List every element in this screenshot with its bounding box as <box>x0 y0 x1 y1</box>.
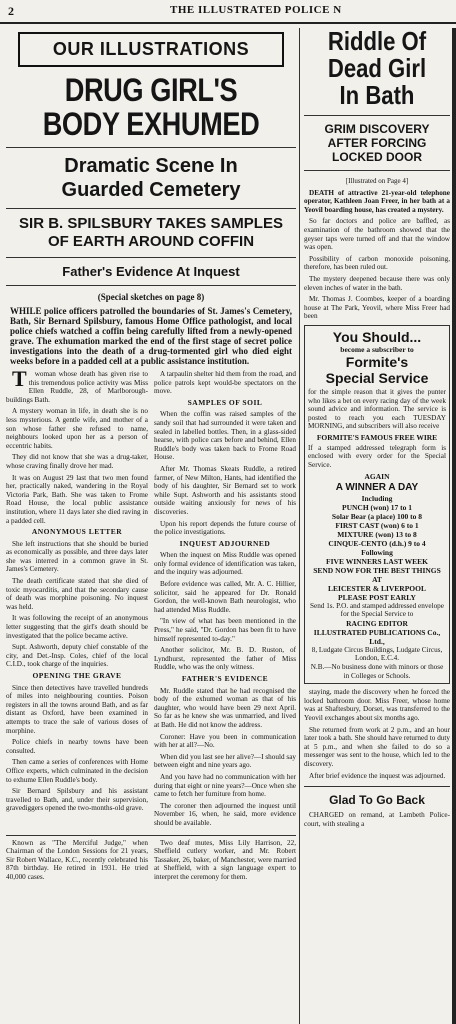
ad-text: If a stamped addressed telegraph form is enclosed with every order for the Special Service. <box>308 443 446 470</box>
subheading-2b: OF EARTH AROUND COFFIN <box>47 233 255 250</box>
headline-line-1: DRUG GIRL'S <box>64 72 238 108</box>
paragraph: Since then detectives have travelled hundreds of miles into neighbouring counties. Poison registers in all the towns around Bath, and as far distant as Oxford, have been examined in attempts to trace the sale of various doses of morphine. <box>6 683 148 735</box>
ad-heading: You Should... <box>332 328 422 345</box>
side-headline-3: In Bath <box>339 80 415 110</box>
paragraph: Supt. Ashworth, deputy chief constable of the city, and Det.-Insp. Coles, chief of the local C.I.D., took charge of the inquiries. <box>6 643 148 669</box>
newspaper-title: THE ILLUSTRATED POLICE N <box>170 4 342 16</box>
ad-text: Send 1s. P.O. and stamped addressed envelope for the Special Service to <box>310 601 444 619</box>
paragraph: Mr. Ruddle stated that he had recognised the body of the exhumed woman as that of his daughter, who would have been 29 next April. So far as he knew she was unmarried, and lived at Bath. He did not know the address. <box>154 686 296 729</box>
illustration-note: [Illustrated on Page 4] <box>345 177 409 185</box>
paragraph: staying, made the discovery when he forced the locked bathroom door. Miss Freer, whose home was at Shaftesbury, Dorset, was transferred to the Yeovil exchanges about six months ago. <box>304 688 450 722</box>
paragraph: The mystery deepened because there was only eleven inches of water in the bath. <box>304 274 450 292</box>
paragraph: Before evidence was called, Mr. A. C. Hillier, solicitor, said he appeared for Dr. Ronald Gordon, the well-known Bath neurologist, who had attended Miss Ruddle. <box>154 580 296 614</box>
winner-line: PUNCH (won) 17 to 1 <box>342 502 412 512</box>
paragraph: They did not know that she was a drug-taker, whose craving finally drove her mad. <box>6 453 148 470</box>
subheading-1b: Guarded Cemetery <box>61 179 241 201</box>
ad-line: FIVE WINNERS LAST WEEK <box>326 556 428 566</box>
paragraph: The death certificate stated that she died of toxic myocarditis, and that the secondary cause of death was morphine poisoning. No inquest was held. <box>6 577 148 611</box>
paragraph: Known as "The Merciful Judge," when Chairman of the London Sessions for 21 years, Sir Robert Wallace, K.C., recently celebrated his 87th birthday. He retired in 1931. He tried 40,000 cases. <box>6 838 148 881</box>
ad-line: FORMITE'S FAMOUS FREE WIRE <box>316 432 438 442</box>
ad-line: Including <box>361 493 393 503</box>
ad-text: N.B.—No business done with minors or those in Colleges or Schools. <box>310 663 444 680</box>
advertisement <box>304 325 450 684</box>
divider <box>304 115 450 116</box>
paragraph: A tarpaulin shelter hid them from the road, and police patrols kept would-be spectators on the move. <box>154 370 296 396</box>
side-headline-1: Riddle Of <box>327 28 427 56</box>
paragraph: Possibility of carbon monoxide poisoning, therefore, has been ruled out. <box>304 254 450 272</box>
ad-line: PLEASE POST EARLY <box>338 592 416 602</box>
paragraph: woman whose death has given rise to this tremendous police activity was Miss Ellen Ruddle, 28, of Marlborough-buildings Bath. <box>6 370 148 404</box>
section-heading-box: OUR ILLUSTRATIONS <box>18 32 284 67</box>
paragraph: Coroner: Have you been in communication with her at all?—No. <box>154 732 296 750</box>
article-columns <box>6 366 296 831</box>
page-edge <box>452 28 456 1024</box>
column-subhead: ANONYMOUS LETTER <box>31 527 123 537</box>
column-subhead: OPENING THE GRAVE <box>32 671 122 680</box>
paragraph: After Mr. Thomas Skeats Ruddle, a retired farmer, of New Milton, Hants, had identified the body of his daughter, Sir Bernard set to work while Supt. Ashworth and his assistants stood outside waiting anxiously for news of his discoveries. <box>154 464 296 516</box>
column-subhead: FATHER'S EVIDENCE <box>181 674 269 683</box>
bottom-briefs <box>6 835 296 885</box>
ad-big-line: A WINNER A DAY <box>335 481 419 493</box>
divider <box>304 170 450 171</box>
paragraph: It was following the receipt of an anonymous letter suggesting that the girl's death should be investigated that the police became active. <box>6 614 148 640</box>
article-column-2 <box>154 370 296 831</box>
ad-line: SEND NOW FOR THE BEST THINGS AT <box>313 565 441 584</box>
paragraph: She left instructions that she should be buried as economically as possible, and three days later she was interred in a common grave in St. James's Cemetery. <box>6 539 148 574</box>
ad-line: Following <box>361 547 393 557</box>
paragraph: When did you last see her alive?—I should say between eight and nine years ago. <box>154 752 296 770</box>
paragraph: Sir Bernard Spilsbury and his assistant travelled to Bath, and, under their supervision, gravediggers opened the two-months-old grave. <box>6 787 148 813</box>
paragraph: Then came a series of conferences with Home Office experts, which culminated in the decision to exhume Ellen Ruddle's body. <box>6 758 148 784</box>
paragraph: "In view of what has been mentioned in the Press," he said, "Dr. Gordon has been fit to have himself represented to-day." <box>154 617 296 643</box>
column-subhead: INQUEST ADJOURNED <box>179 538 271 548</box>
ad-line: LEICESTER & LIVERPOOL <box>328 583 426 593</box>
paragraph: Another solicitor, Mr. B. D. Ruston, of Lyndhurst, represented the father of Miss Ruddle, who was the only witness. <box>154 646 296 672</box>
page-number: 2 <box>8 4 15 18</box>
article-column-1 <box>6 366 148 831</box>
drop-cap: T <box>12 366 27 391</box>
brief-left <box>6 839 148 885</box>
paragraph: Upon his report depends the future course of the police investigations. <box>154 519 296 537</box>
main-article <box>6 28 296 1024</box>
ad-line: become a subscriber to <box>340 344 414 354</box>
winner-line: FIRST CAST (won) 6 to 1 <box>335 520 419 530</box>
paragraph: Two deaf mutes, Miss Lily Harrison, 22, Sheffield cutlery worker, and Mr. Robert Tassaker, 26, baker, of Manchester, were married at Sheffield, with a sign language expert to interpret the ceremony for them. <box>154 838 296 881</box>
paragraph: After brief evidence the inquest was adjourned. <box>309 771 446 780</box>
divider <box>6 147 296 148</box>
winner-line: CINQUE-CENTO (d.h.) 9 to 4 <box>328 538 426 548</box>
paragraph: Mr. Thomas J. Coombes, keeper of a boarding house at The Park, Yeovil, where Miss Freer had been <box>304 295 450 321</box>
paragraph: So far doctors and police are baffled, as examination of the bathroom showed that the geyser taps were turned off and that the window was open. <box>304 217 450 252</box>
divider <box>6 208 296 209</box>
side-subheading: GRIM DISCOVERY AFTER FORCING LOCKED DOOR <box>324 122 430 164</box>
ad-line: RACING EDITOR <box>346 618 408 628</box>
ad-line: ILLUSTRATED PUBLICATIONS Co., Ltd., <box>313 627 441 646</box>
paragraph: When the inquest on Miss Ruddle was opened only formal evidence of identification was taken, and the inquiry was adjourned. <box>154 551 296 577</box>
brief-right <box>154 839 296 885</box>
divider <box>6 285 296 286</box>
paragraph: When the coffin was raised samples of the sandy soil that had surrounded it were taken and sealed in labelled bottles. Then, in a glass-sided hearse, with police cars before and behind, Ellen Ruddle's body was taken back to Frome Road House. <box>154 410 296 462</box>
divider <box>6 257 296 258</box>
winner-line: MIXTURE (won) 13 to 8 <box>337 529 417 539</box>
paragraph: It was on August 29 last that two men found her, practically naked, wandering in the Royal Victoria Park, Bath. She was taken to Frome Road House, the local public assistance institution, where 11 days later she died raving in a padded cell. <box>6 473 148 525</box>
ad-text: 8, Ludgate Circus Buildings, Ludgate Circus, London, E.C.4. <box>311 645 443 663</box>
paragraph: And you have had no communication with her during that eight or nine years?—Once when she came to fetch her furniture from home. <box>154 772 296 799</box>
paragraph: A mystery woman in life, in death she is no less mysterious. A gentle wife, and mother of a son whose father she refused to name, neighbours looked upon her as a person of eccentric habits. <box>6 407 148 450</box>
sketch-note: (Special sketches on page 8) <box>97 292 205 302</box>
ad-line: AGAIN <box>364 471 390 481</box>
column-subhead: SAMPLES OF SOIL <box>187 397 263 407</box>
subheading-1a: Dramatic Scene In <box>64 155 238 177</box>
headline-line-2: BODY EXHUMED <box>42 106 260 142</box>
side-headline-4: Glad To Go Back <box>329 793 425 808</box>
paragraph: CHARGED on remand, at Lambeth Police-court, with stealing a <box>304 811 450 828</box>
subheading-2a: SIR B. SPILSBURY TAKES SAMPLES <box>19 215 283 232</box>
side-headline-2: Dead Girl <box>327 53 427 83</box>
column-divider <box>299 28 300 1024</box>
intro-paragraph: WHILE police officers patrolled the boundaries of St. James's Cemetery, Bath, Sir Bernard Spilsbury, famous Home Office pathologist, and local police chiefs watched a coffin being carefully lifted from a newly-opened grave. The exhumation marked the end of the first stage of secret police investigations into the death of a drug-tormented girl who died eight weeks before in a padded cell at a public assistance institution. <box>10 306 292 366</box>
ad-heading: Special Service <box>325 369 429 386</box>
paragraph: The coroner then adjourned the inquest until November 16, when, he said, more evidence should be available. <box>154 801 296 827</box>
ad-heading: Formite's <box>345 353 409 370</box>
divider <box>304 786 450 787</box>
subheading-3: Father's Evidence At Inquest <box>62 264 240 279</box>
winner-line: Solar Bear (a place) 100 to 8 <box>331 511 423 521</box>
ad-text: for the simple reason that it gives the punter who likes a bet on every racing day of the week sound advice and information. The service is posted to reach you each TUESDAY MORNING, and subscribers will also receive <box>308 387 446 431</box>
masthead <box>0 0 456 24</box>
paragraph: DEATH of attractive 21-year-old telephone operator, Kathleen Joan Freer, in her bath at a Yeovil boarding house, has created a mystery. <box>304 188 450 214</box>
paragraph: Police chiefs in nearby towns have been consulted. <box>6 738 148 755</box>
side-article <box>304 28 450 1024</box>
paragraph: She returned from work at 2 p.m., and an hour later took a bath. She should have returned to duty at 5 p.m., and when she failed to do so a messenger was sent to the house, which led to the discovery. <box>304 725 450 768</box>
